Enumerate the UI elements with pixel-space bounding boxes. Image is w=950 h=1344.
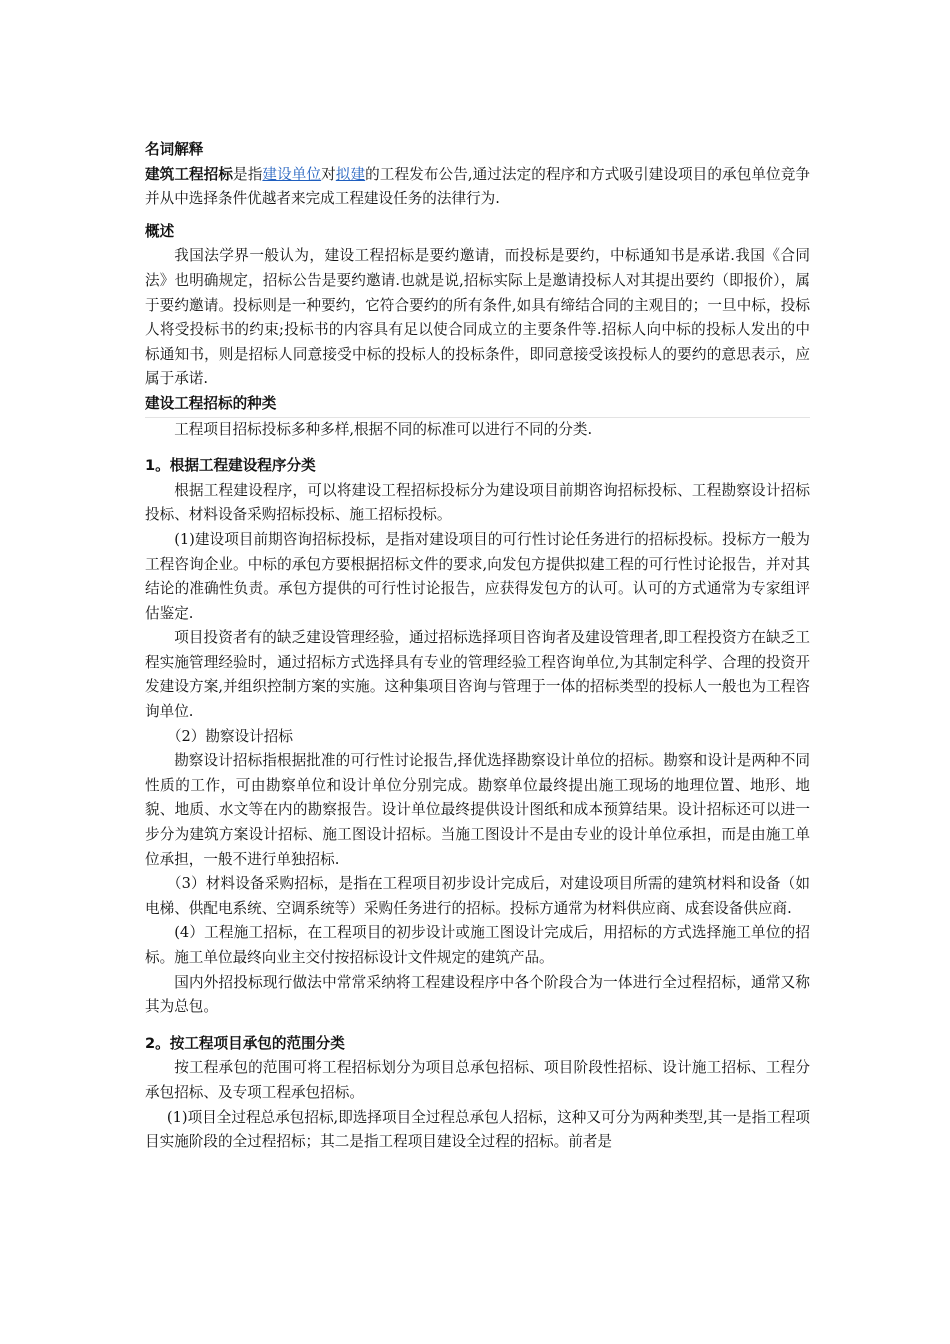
category1-paragraph-8: 国内外招投标现行做法中常常采纳将工程建设程序中各个阶段合为一体进行全过程招标，通常又称其为总包。	[145, 973, 810, 1016]
category1-paragraph-2: (1)建设项目前期咨询招标投标，是指对建设项目的可行性讨论任务进行的招标投标。投标方一般为工程咨询企业。中标的承包方要根据招标文件的要求,向发包方提供拟建工程的可行性讨论报告，并对其结论的准确性负责。承包方提供的可行性讨论报告，应获得发包方的认可。认可的方式通常为专家组评估鉴定.	[145, 530, 810, 622]
document-body	[145, 138, 810, 1155]
category1-paragraph-3: 项目投资者有的缺乏建设管理经验，通过招标选择项目咨询者及建设管理者,即工程投资方在缺乏工程实施管理经验时，通过招标方式选择具有专业的管理经验工程咨询单位,为其制定科学、合理的投资开发建设方案,并组织控制方案的实施。这种集项目咨询与管理于一体的招标类型的投标人一般也为工程咨询单位.	[145, 629, 810, 721]
defined-term: 建筑工程招标	[145, 165, 234, 183]
overview-heading: 概述	[145, 222, 175, 240]
category2-heading: 2。按工程项目承包的范围分类	[145, 1034, 345, 1052]
term-heading: 名词解释	[145, 141, 204, 158]
category1-paragraph-5: 勘察设计招标指根据批准的可行性讨论报告,择优选择勘察设计单位的招标。勘察和设计是两种不同性质的工作，可由勘察单位和设计单位分别完成。勘察单位最终提出施工现场的地理位置、地形、地貌、地质、水文等在内的勘察报告。设计单位最终提供设计图纸和成本预算结果。设计招标还可以进一步分为建筑方案设计招标、施工图设计招标。当施工图设计不是由专业的设计单位承担，而是由施工单位承担，一般不进行单独招标.	[145, 752, 810, 868]
category1-subheading-2: （2）勘察设计招标	[166, 727, 293, 745]
link-proposed[interactable]: 拟建	[335, 165, 366, 183]
category1-paragraph-6: （3）材料设备采购招标，是指在工程项目初步设计完成后，对建设项目所需的建筑材料和设备（如电梯、供配电系统、空调系统等）采购任务进行的招标。投标方通常为材料供应商、成套设备供应商.	[145, 875, 810, 917]
overview-paragraph: 我国法学界一般认为，建设工程招标是要约邀请，而投标是要约，中标通知书是承诺.我国《合同法》也明确规定，招标公告是要约邀请.也就是说,招标实际上是邀请投标人对其提出要约（即报价），属于要约邀请。投标则是一种要约，它符合要约的所有条件,如具有缔结合同的主观目的；一旦中标，投标人将受投标书的约束;投标书的内容具有足以使合同成立的主要条件等.招标人向中标的投标人发出的中标通知书，则是招标人同意接受中标的投标人的投标条件，即同意接受该投标人的要约的意思表示，应属于承诺.	[145, 247, 810, 388]
definition-text-2: 对	[321, 165, 336, 183]
types-intro: 工程项目招标投标多种多样,根据不同的标准可以进行不同的分类.	[174, 420, 593, 438]
category1-paragraph-1: 根据工程建设程序，可以将建设工程招标投标分为建设项目前期咨询招标投标、工程勘察设计招标投标、材料设备采购招标投标、施工招标投标。	[145, 481, 810, 524]
types-heading: 建设工程招标的种类	[145, 394, 277, 412]
category1-paragraph-7: (4）工程施工招标，在工程项目的初步设计或施工图设计完成后，用招标的方式选择施工单位的招标。施工单位最终向业主交付按招标设计文件规定的建筑产品。	[145, 924, 810, 966]
link-construction-unit[interactable]: 建设单位	[262, 165, 322, 183]
definition-text-3: 的工程发布公告,通过法定的程序和方式吸引建设项目的承包单位竞争并从中选择条件优越者来完成工程建设任务的法律行为.	[145, 165, 810, 208]
category2-paragraph-1: 按工程承包的范围可将工程招标划分为项目总承包招标、项目阶段性招标、设计施工招标、工程分承包招标、及专项工程承包招标。	[145, 1059, 810, 1101]
category1-heading: 1。根据工程建设程序分类	[145, 457, 316, 475]
definition-paragraph	[145, 163, 810, 212]
definition-text-1: 是指	[233, 165, 263, 183]
category2-paragraph-2: (1)项目全过程总承包招标,即选择项目全过程总承包人招标，这种又可分为两种类型,其一是指工程项目实施阶段的全过程招标；其二是指工程项目建设全过程的招标。前者是	[145, 1108, 810, 1151]
